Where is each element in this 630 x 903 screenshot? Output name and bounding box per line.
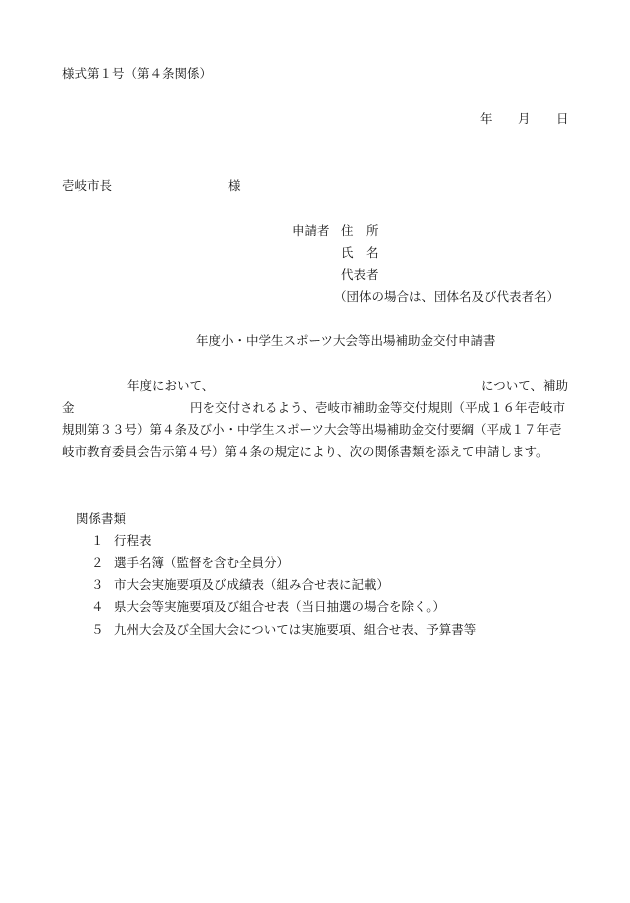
list-item-number: ２ bbox=[91, 555, 104, 570]
applicant-name-label: 氏 名 bbox=[341, 245, 379, 260]
applicant-note: （団体の場合は、団体名及び代表者名） bbox=[334, 289, 560, 304]
list-item-text: 行程表 bbox=[114, 533, 152, 548]
date-day-label: 日 bbox=[556, 111, 569, 126]
form-label: 様式第１号（第４条関係） bbox=[62, 66, 213, 81]
date-year-label: 年 bbox=[480, 111, 493, 126]
list-item-number: １ bbox=[91, 533, 104, 548]
list-item-text: 九州大会及び全国大会については実施要項、組合せ表、予算書等 bbox=[114, 622, 477, 637]
body-line1-end: について、補助 bbox=[481, 378, 569, 393]
list-item-number: ３ bbox=[91, 577, 104, 592]
date-month-label: 月 bbox=[518, 111, 531, 126]
applicant-address-label: 住 所 bbox=[341, 223, 379, 238]
list-item-text: 市大会実施要項及び成績表（組み合せ表に記載） bbox=[114, 577, 390, 592]
body-line4: 岐市教育委員会告示第４号）第４条の規定により、次の関係書類を添えて申請します。 bbox=[62, 444, 549, 459]
document-title: 年度小・中学生スポーツ大会等出場補助金交付申請書 bbox=[196, 333, 496, 348]
applicant-label: 申請者 bbox=[292, 223, 330, 238]
body-line2-start: 金 bbox=[62, 400, 75, 415]
list-item-number: ４ bbox=[91, 599, 104, 614]
documents-heading: 関係書類 bbox=[76, 511, 127, 526]
list-item-number: ５ bbox=[91, 622, 104, 637]
addressee-honorific: 様 bbox=[228, 178, 241, 193]
list-item-text: 選手名簿（監督を含む全員分） bbox=[114, 555, 290, 570]
body-line2-rest: 円を交付されるよう、壱岐市補助金等交付規則（平成１６年壱岐市 bbox=[190, 400, 566, 415]
applicant-representative-label: 代表者 bbox=[341, 267, 379, 282]
body-line1-start: 年度において、 bbox=[127, 378, 215, 393]
addressee-name: 壱岐市長 bbox=[62, 178, 113, 193]
body-line3: 規則第３３号）第４条及び小・中学生スポーツ大会等出場補助金交付要綱（平成１７年壱 bbox=[62, 422, 562, 437]
list-item-text: 県大会等実施要項及び組合せ表（当日抽選の場合を除く。） bbox=[114, 599, 446, 614]
